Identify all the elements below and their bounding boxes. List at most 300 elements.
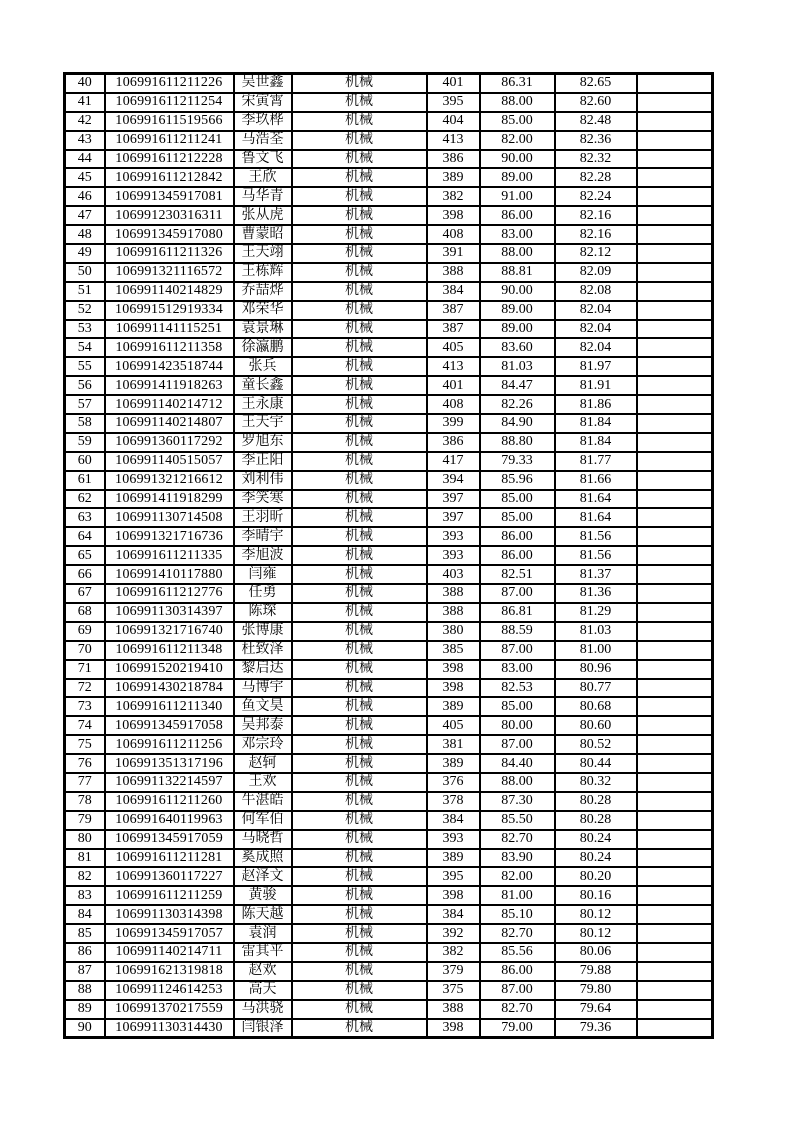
score-c-cell: 80.96	[555, 660, 637, 679]
major-cell: 机械	[292, 206, 427, 225]
table-row	[65, 112, 713, 131]
rank-cell: 43	[65, 131, 105, 150]
rank-cell: 90	[65, 1019, 105, 1038]
major-cell: 机械	[292, 886, 427, 905]
score-b-cell: 83.90	[480, 849, 555, 868]
major-cell: 机械	[292, 357, 427, 376]
name-cell: 奚成照	[234, 849, 292, 868]
score-c-cell: 80.52	[555, 735, 637, 754]
table-row	[65, 282, 713, 301]
student-id-cell: 106991360117227	[105, 867, 234, 886]
table-row	[65, 508, 713, 527]
rank-cell: 61	[65, 471, 105, 490]
major-cell: 机械	[292, 452, 427, 471]
name-cell: 马博宇	[234, 679, 292, 698]
table-row	[65, 1019, 713, 1038]
major-cell: 机械	[292, 187, 427, 206]
name-cell: 李正阳	[234, 452, 292, 471]
score-c-cell: 80.12	[555, 924, 637, 943]
name-cell: 乔喆烨	[234, 282, 292, 301]
blank-cell	[637, 811, 713, 830]
student-id-cell: 106991411918263	[105, 376, 234, 395]
name-cell: 徐瀛鹏	[234, 338, 292, 357]
student-id-cell: 106991611211241	[105, 131, 234, 150]
student-id-cell: 106991611211256	[105, 735, 234, 754]
name-cell: 王永康	[234, 395, 292, 414]
score-a-cell: 388	[427, 263, 480, 282]
name-cell: 张从虎	[234, 206, 292, 225]
score-a-cell: 385	[427, 641, 480, 660]
major-cell: 机械	[292, 244, 427, 263]
table-row	[65, 187, 713, 206]
name-cell: 牛湛皓	[234, 792, 292, 811]
rank-cell: 50	[65, 263, 105, 282]
blank-cell	[637, 395, 713, 414]
name-cell: 任勇	[234, 584, 292, 603]
table-row	[65, 981, 713, 1000]
score-c-cell: 81.84	[555, 414, 637, 433]
score-a-cell: 380	[427, 622, 480, 641]
name-cell: 张兵	[234, 357, 292, 376]
rank-cell: 45	[65, 168, 105, 187]
score-a-cell: 382	[427, 943, 480, 962]
score-b-cell: 88.81	[480, 263, 555, 282]
blank-cell	[637, 301, 713, 320]
rank-cell: 55	[65, 357, 105, 376]
rank-cell: 67	[65, 584, 105, 603]
rank-cell: 59	[65, 433, 105, 452]
blank-cell	[637, 584, 713, 603]
table-row	[65, 131, 713, 150]
blank-cell	[637, 905, 713, 924]
rank-cell: 70	[65, 641, 105, 660]
score-a-cell: 376	[427, 773, 480, 792]
table-row	[65, 716, 713, 735]
score-a-cell: 395	[427, 867, 480, 886]
table-row	[65, 263, 713, 282]
major-cell: 机械	[292, 622, 427, 641]
score-a-cell: 384	[427, 282, 480, 301]
score-a-cell: 397	[427, 508, 480, 527]
name-cell: 吴邦泰	[234, 716, 292, 735]
blank-cell	[637, 376, 713, 395]
score-c-cell: 79.80	[555, 981, 637, 1000]
blank-cell	[637, 1019, 713, 1038]
blank-cell	[637, 414, 713, 433]
score-b-cell: 85.50	[480, 811, 555, 830]
name-cell: 童长鑫	[234, 376, 292, 395]
rank-cell: 75	[65, 735, 105, 754]
blank-cell	[637, 338, 713, 357]
score-a-cell: 387	[427, 301, 480, 320]
score-c-cell: 79.64	[555, 1000, 637, 1019]
score-a-cell: 387	[427, 320, 480, 339]
table-row	[65, 811, 713, 830]
score-b-cell: 85.96	[480, 471, 555, 490]
name-cell: 雷其平	[234, 943, 292, 962]
name-cell: 鱼文昊	[234, 697, 292, 716]
score-a-cell: 393	[427, 546, 480, 565]
score-b-cell: 88.80	[480, 433, 555, 452]
score-c-cell: 82.32	[555, 150, 637, 169]
score-b-cell: 86.81	[480, 603, 555, 622]
blank-cell	[637, 244, 713, 263]
score-b-cell: 90.00	[480, 282, 555, 301]
major-cell: 机械	[292, 811, 427, 830]
score-b-cell: 86.00	[480, 206, 555, 225]
rank-cell: 87	[65, 962, 105, 981]
student-id-cell: 106991321216612	[105, 471, 234, 490]
rank-cell: 79	[65, 811, 105, 830]
name-cell: 何军伯	[234, 811, 292, 830]
blank-cell	[637, 320, 713, 339]
score-b-cell: 79.33	[480, 452, 555, 471]
score-c-cell: 82.08	[555, 282, 637, 301]
name-cell: 李晴宇	[234, 527, 292, 546]
name-cell: 闫雍	[234, 565, 292, 584]
name-cell: 王欢	[234, 773, 292, 792]
blank-cell	[637, 282, 713, 301]
score-a-cell: 408	[427, 395, 480, 414]
major-cell: 机械	[292, 282, 427, 301]
rank-cell: 47	[65, 206, 105, 225]
score-c-cell: 82.04	[555, 301, 637, 320]
score-b-cell: 79.00	[480, 1019, 555, 1038]
rank-cell: 46	[65, 187, 105, 206]
student-id-cell: 106991360117292	[105, 433, 234, 452]
table-row	[65, 679, 713, 698]
student-id-cell: 106991130314430	[105, 1019, 234, 1038]
major-cell: 机械	[292, 905, 427, 924]
student-id-cell: 106991621319818	[105, 962, 234, 981]
blank-cell	[637, 93, 713, 112]
table-row	[65, 641, 713, 660]
student-id-cell: 106991130714508	[105, 508, 234, 527]
student-id-cell: 106991130314397	[105, 603, 234, 622]
blank-cell	[637, 981, 713, 1000]
blank-cell	[637, 679, 713, 698]
blank-cell	[637, 168, 713, 187]
blank-cell	[637, 187, 713, 206]
student-id-cell: 106991130314398	[105, 905, 234, 924]
table-row	[65, 924, 713, 943]
table-row	[65, 206, 713, 225]
major-cell: 机械	[292, 490, 427, 509]
score-c-cell: 80.24	[555, 830, 637, 849]
score-b-cell: 89.00	[480, 168, 555, 187]
rank-cell: 62	[65, 490, 105, 509]
rank-cell: 58	[65, 414, 105, 433]
table-row	[65, 867, 713, 886]
student-id-cell: 106991321116572	[105, 263, 234, 282]
rank-cell: 76	[65, 754, 105, 773]
score-c-cell: 79.36	[555, 1019, 637, 1038]
score-a-cell: 405	[427, 338, 480, 357]
blank-cell	[637, 452, 713, 471]
rank-cell: 68	[65, 603, 105, 622]
table-row	[65, 490, 713, 509]
rank-cell: 60	[65, 452, 105, 471]
score-a-cell: 388	[427, 1000, 480, 1019]
major-cell: 机械	[292, 527, 427, 546]
score-b-cell: 85.10	[480, 905, 555, 924]
name-cell: 陈天越	[234, 905, 292, 924]
blank-cell	[637, 622, 713, 641]
table-body	[65, 74, 713, 1038]
major-cell: 机械	[292, 74, 427, 93]
score-a-cell: 381	[427, 735, 480, 754]
score-c-cell: 82.48	[555, 112, 637, 131]
table-row	[65, 452, 713, 471]
student-id-cell: 106991140214711	[105, 943, 234, 962]
student-id-cell: 106991370217559	[105, 1000, 234, 1019]
student-id-cell: 106991520219410	[105, 660, 234, 679]
score-c-cell: 81.91	[555, 376, 637, 395]
blank-cell	[637, 225, 713, 244]
blank-cell	[637, 924, 713, 943]
score-b-cell: 85.00	[480, 490, 555, 509]
student-id-cell: 106991512919334	[105, 301, 234, 320]
major-cell: 机械	[292, 603, 427, 622]
name-cell: 黄骏	[234, 886, 292, 905]
student-id-cell: 106991140515057	[105, 452, 234, 471]
rank-cell: 40	[65, 74, 105, 93]
blank-cell	[637, 508, 713, 527]
blank-cell	[637, 131, 713, 150]
name-cell: 李旭波	[234, 546, 292, 565]
student-id-cell: 106991140214807	[105, 414, 234, 433]
table-row	[65, 905, 713, 924]
major-cell: 机械	[292, 867, 427, 886]
name-cell: 刘利伟	[234, 471, 292, 490]
score-a-cell: 398	[427, 679, 480, 698]
score-a-cell: 417	[427, 452, 480, 471]
table-row	[65, 565, 713, 584]
score-b-cell: 88.00	[480, 244, 555, 263]
major-cell: 机械	[292, 433, 427, 452]
blank-cell	[637, 471, 713, 490]
table-row	[65, 830, 713, 849]
blank-cell	[637, 754, 713, 773]
score-b-cell: 90.00	[480, 150, 555, 169]
score-c-cell: 82.16	[555, 225, 637, 244]
major-cell: 机械	[292, 1000, 427, 1019]
student-id-cell: 106991345917059	[105, 830, 234, 849]
name-cell: 闫银泽	[234, 1019, 292, 1038]
major-cell: 机械	[292, 150, 427, 169]
table-row	[65, 320, 713, 339]
major-cell: 机械	[292, 830, 427, 849]
score-a-cell: 379	[427, 962, 480, 981]
student-id-cell: 106991321716740	[105, 622, 234, 641]
score-c-cell: 82.04	[555, 320, 637, 339]
major-cell: 机械	[292, 376, 427, 395]
score-c-cell: 82.24	[555, 187, 637, 206]
major-cell: 机械	[292, 981, 427, 1000]
score-b-cell: 88.00	[480, 773, 555, 792]
student-id-cell: 106991640119963	[105, 811, 234, 830]
table-row	[65, 93, 713, 112]
student-id-cell: 106991611212228	[105, 150, 234, 169]
score-b-cell: 85.00	[480, 112, 555, 131]
score-b-cell: 88.00	[480, 93, 555, 112]
major-cell: 机械	[292, 943, 427, 962]
student-id-cell: 106991611211254	[105, 93, 234, 112]
score-c-cell: 82.16	[555, 206, 637, 225]
score-c-cell: 80.60	[555, 716, 637, 735]
score-c-cell: 82.60	[555, 93, 637, 112]
score-b-cell: 85.56	[480, 943, 555, 962]
student-id-cell: 106991345917080	[105, 225, 234, 244]
name-cell: 邓荣华	[234, 301, 292, 320]
score-a-cell: 388	[427, 584, 480, 603]
table-row	[65, 754, 713, 773]
table-row	[65, 603, 713, 622]
major-cell: 机械	[292, 471, 427, 490]
score-a-cell: 394	[427, 471, 480, 490]
table-row	[65, 943, 713, 962]
score-a-cell: 375	[427, 981, 480, 1000]
table-row	[65, 301, 713, 320]
major-cell: 机械	[292, 924, 427, 943]
score-c-cell: 82.04	[555, 338, 637, 357]
student-id-cell: 106991140214829	[105, 282, 234, 301]
student-id-cell: 106991611211358	[105, 338, 234, 357]
table-row	[65, 962, 713, 981]
blank-cell	[637, 1000, 713, 1019]
blank-cell	[637, 830, 713, 849]
score-b-cell: 87.00	[480, 735, 555, 754]
rank-cell: 89	[65, 1000, 105, 1019]
score-a-cell: 378	[427, 792, 480, 811]
name-cell: 张博康	[234, 622, 292, 641]
major-cell: 机械	[292, 565, 427, 584]
score-a-cell: 413	[427, 131, 480, 150]
score-c-cell: 81.03	[555, 622, 637, 641]
blank-cell	[637, 886, 713, 905]
score-b-cell: 82.53	[480, 679, 555, 698]
major-cell: 机械	[292, 131, 427, 150]
score-c-cell: 80.28	[555, 792, 637, 811]
blank-cell	[637, 603, 713, 622]
rank-cell: 71	[65, 660, 105, 679]
rank-cell: 72	[65, 679, 105, 698]
rank-cell: 64	[65, 527, 105, 546]
score-b-cell: 83.00	[480, 225, 555, 244]
score-c-cell: 80.77	[555, 679, 637, 698]
rank-cell: 63	[65, 508, 105, 527]
score-b-cell: 87.00	[480, 641, 555, 660]
name-cell: 马华青	[234, 187, 292, 206]
score-a-cell: 403	[427, 565, 480, 584]
major-cell: 机械	[292, 849, 427, 868]
major-cell: 机械	[292, 584, 427, 603]
score-b-cell: 82.00	[480, 131, 555, 150]
table-row	[65, 74, 713, 93]
rank-cell: 65	[65, 546, 105, 565]
major-cell: 机械	[292, 716, 427, 735]
score-b-cell: 89.00	[480, 320, 555, 339]
score-c-cell: 79.88	[555, 962, 637, 981]
major-cell: 机械	[292, 697, 427, 716]
table-row	[65, 546, 713, 565]
major-cell: 机械	[292, 641, 427, 660]
table-row	[65, 376, 713, 395]
rank-cell: 49	[65, 244, 105, 263]
student-id-cell: 106991611212776	[105, 584, 234, 603]
name-cell: 吴世鑫	[234, 74, 292, 93]
table-row	[65, 886, 713, 905]
score-c-cell: 81.56	[555, 527, 637, 546]
major-cell: 机械	[292, 679, 427, 698]
score-table	[63, 72, 714, 1039]
major-cell: 机械	[292, 395, 427, 414]
score-a-cell: 388	[427, 603, 480, 622]
name-cell: 赵欢	[234, 962, 292, 981]
rank-cell: 41	[65, 93, 105, 112]
score-a-cell: 413	[427, 357, 480, 376]
score-a-cell: 386	[427, 433, 480, 452]
score-b-cell: 91.00	[480, 187, 555, 206]
student-id-cell: 106991345917058	[105, 716, 234, 735]
table-row	[65, 414, 713, 433]
rank-cell: 86	[65, 943, 105, 962]
score-b-cell: 81.00	[480, 886, 555, 905]
score-a-cell: 384	[427, 811, 480, 830]
blank-cell	[637, 433, 713, 452]
score-b-cell: 86.00	[480, 527, 555, 546]
score-c-cell: 81.37	[555, 565, 637, 584]
blank-cell	[637, 150, 713, 169]
student-id-cell: 106991140214712	[105, 395, 234, 414]
score-a-cell: 405	[427, 716, 480, 735]
score-c-cell: 80.16	[555, 886, 637, 905]
table-row	[65, 357, 713, 376]
score-c-cell: 81.56	[555, 546, 637, 565]
name-cell: 王羽昕	[234, 508, 292, 527]
score-b-cell: 82.26	[480, 395, 555, 414]
score-c-cell: 81.64	[555, 490, 637, 509]
major-cell: 机械	[292, 962, 427, 981]
name-cell: 王天宇	[234, 414, 292, 433]
score-c-cell: 82.36	[555, 131, 637, 150]
student-id-cell: 106991611211281	[105, 849, 234, 868]
score-a-cell: 386	[427, 150, 480, 169]
student-id-cell: 106991345917081	[105, 187, 234, 206]
student-id-cell: 106991124614253	[105, 981, 234, 1000]
rank-cell: 56	[65, 376, 105, 395]
student-id-cell: 106991611211259	[105, 886, 234, 905]
major-cell: 机械	[292, 301, 427, 320]
major-cell: 机械	[292, 414, 427, 433]
blank-cell	[637, 716, 713, 735]
name-cell: 李玖桦	[234, 112, 292, 131]
blank-cell	[637, 849, 713, 868]
name-cell: 王欣	[234, 168, 292, 187]
table-row	[65, 584, 713, 603]
score-c-cell: 81.84	[555, 433, 637, 452]
score-b-cell: 86.31	[480, 74, 555, 93]
name-cell: 王栋辉	[234, 263, 292, 282]
major-cell: 机械	[292, 338, 427, 357]
score-a-cell: 401	[427, 376, 480, 395]
blank-cell	[637, 867, 713, 886]
score-b-cell: 89.00	[480, 301, 555, 320]
major-cell: 机械	[292, 225, 427, 244]
blank-cell	[637, 527, 713, 546]
table-row	[65, 735, 713, 754]
table-row	[65, 244, 713, 263]
